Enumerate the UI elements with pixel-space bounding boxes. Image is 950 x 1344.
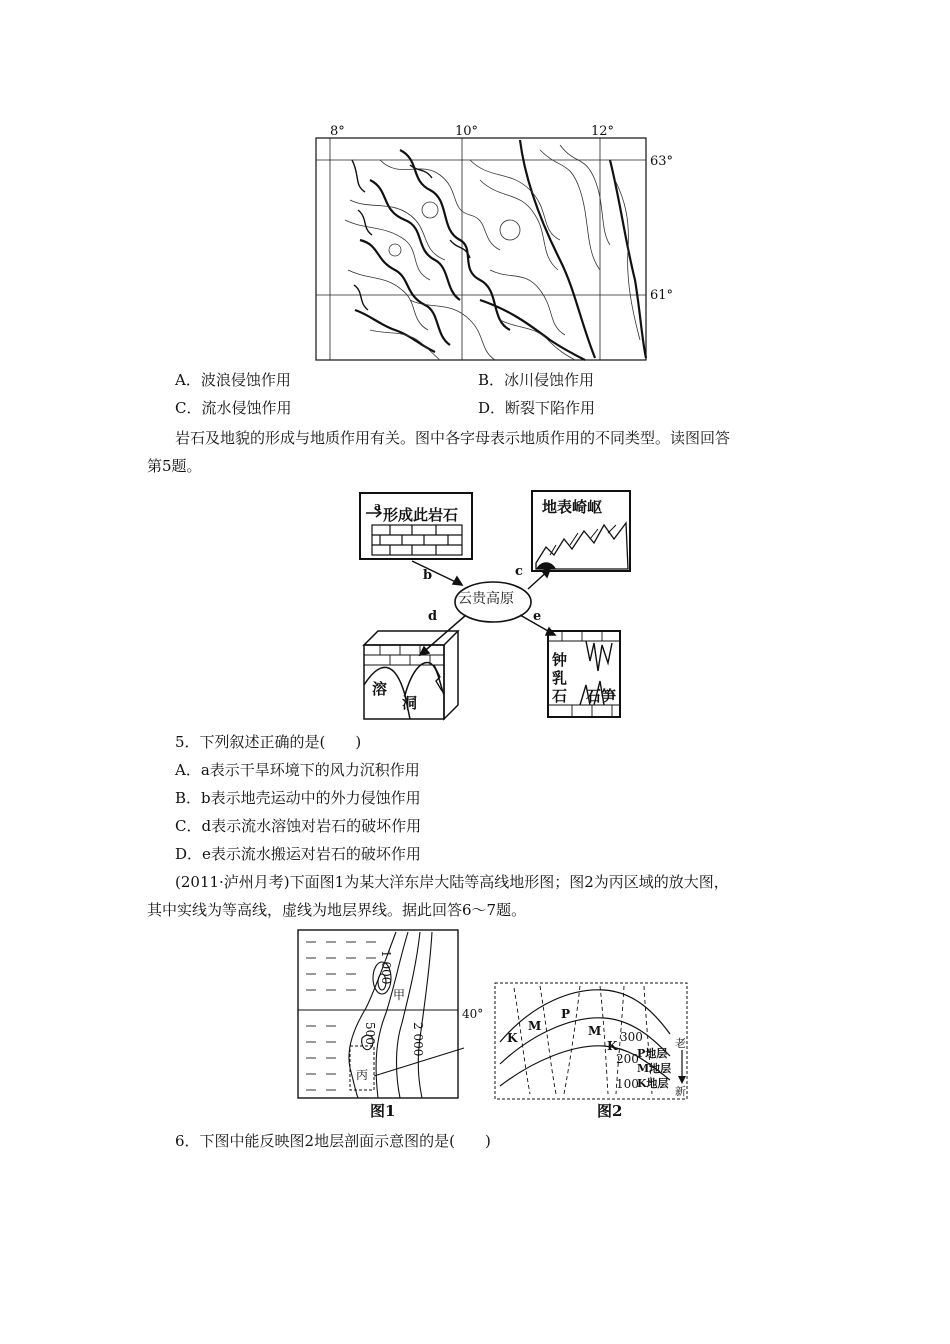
q5-intro-line2: 第5题。 (147, 457, 202, 475)
age-arrow-icon (676, 1050, 688, 1086)
fig2-contour-300: 300 (620, 1030, 643, 1044)
fig2-letter-p: P (561, 1007, 571, 1021)
label-stalactite-1: 钟 (552, 651, 568, 669)
diagram-letter-d: d (428, 609, 438, 624)
q4-option-a: A．波浪侵蚀作用 (175, 371, 291, 389)
q4-option-b: B．冰川侵蚀作用 (478, 371, 595, 389)
diagram-letter-e: e (533, 609, 542, 624)
label-rugged-surface: 地表崎岖 (542, 498, 603, 516)
q5-intro-line1: 岩石及地貌的形成与地质作用有关。图中各字母表示地质作用的不同类型。读图回答 (175, 429, 731, 447)
fig2-letter-m-right: M (588, 1024, 602, 1038)
fig1-label-1000: 1 000 (379, 950, 393, 985)
fig2-contour-200: 200 (616, 1052, 639, 1066)
fig1-label-jia: 甲 (393, 988, 406, 1002)
q5-stem: 5．下列叙述正确的是( ) (175, 733, 362, 751)
q5-option-c: C．d表示流水溶蚀对岩石的破坏作用 (175, 817, 422, 835)
label-stalagmite: 石笋 (586, 687, 617, 705)
label-stalactite-2: 乳 (552, 669, 568, 687)
diagram-letter-b: b (423, 568, 433, 583)
lon-label-8: 8° (330, 124, 345, 139)
diagram-letter-c: c (515, 564, 523, 579)
fig1-label-bing: 丙 (356, 1068, 369, 1082)
label-stalactite-3: 石 (552, 687, 568, 705)
lat-label-61: 61° (650, 288, 674, 303)
lon-label-10: 10° (455, 124, 479, 139)
fjord-contour-map (310, 120, 670, 365)
q67-intro-line2: 其中实线为等高线，虚线为地层界线。据此回答6～7题。 (147, 901, 527, 919)
label-yungui-plateau: 云贵高原 (458, 591, 514, 607)
fig2-legend-k: K地层 (637, 1077, 669, 1090)
fig2-age-old: 老 (675, 1037, 686, 1050)
fig1-caption: 图1 (370, 1102, 396, 1120)
fig2-letter-m-left: M (528, 1019, 542, 1033)
q6-stem: 6．下图中能反映图2地层剖面示意图的是( ) (175, 1132, 491, 1150)
fig1-label-2000: 2 000 (411, 1022, 425, 1057)
q5-option-b: B．b表示地壳运动中的外力侵蚀作用 (175, 789, 421, 807)
lat-label-63: 63° (650, 154, 674, 169)
fig2-contour-100: 100 (616, 1077, 639, 1091)
lon-label-12: 12° (591, 124, 615, 139)
q5-option-d: D．e表示流水搬运对岩石的破坏作用 (175, 845, 421, 863)
fig2-legend-m: M地层 (637, 1062, 672, 1075)
fig1-label-500: 500 (363, 1022, 377, 1045)
fig2-legend-p: P地层 (637, 1047, 668, 1060)
label-cave-2: 洞 (402, 694, 418, 712)
label-form-rock: 形成此岩石 (383, 506, 459, 524)
q4-option-d: D．断裂下陷作用 (478, 399, 596, 417)
fig1-label-40deg: 40° (462, 1007, 484, 1021)
fig2-caption: 图2 (597, 1102, 623, 1120)
fig2-age-new: 新 (675, 1085, 686, 1098)
q5-option-a: A．a表示干旱环境下的风力沉积作用 (175, 761, 420, 779)
label-cave-1: 溶 (372, 680, 388, 698)
fig2-letter-k-right: K (607, 1039, 618, 1053)
fig2-letter-k-left: K (507, 1031, 518, 1045)
q4-option-c: C．流水侵蚀作用 (175, 399, 292, 417)
q67-intro-line1: (2011·泸州月考)下面图1为某大洋东岸大陆等高线地形图；图2为丙区域的放大图， (175, 873, 729, 891)
diagram-letter-a: a (374, 500, 382, 513)
